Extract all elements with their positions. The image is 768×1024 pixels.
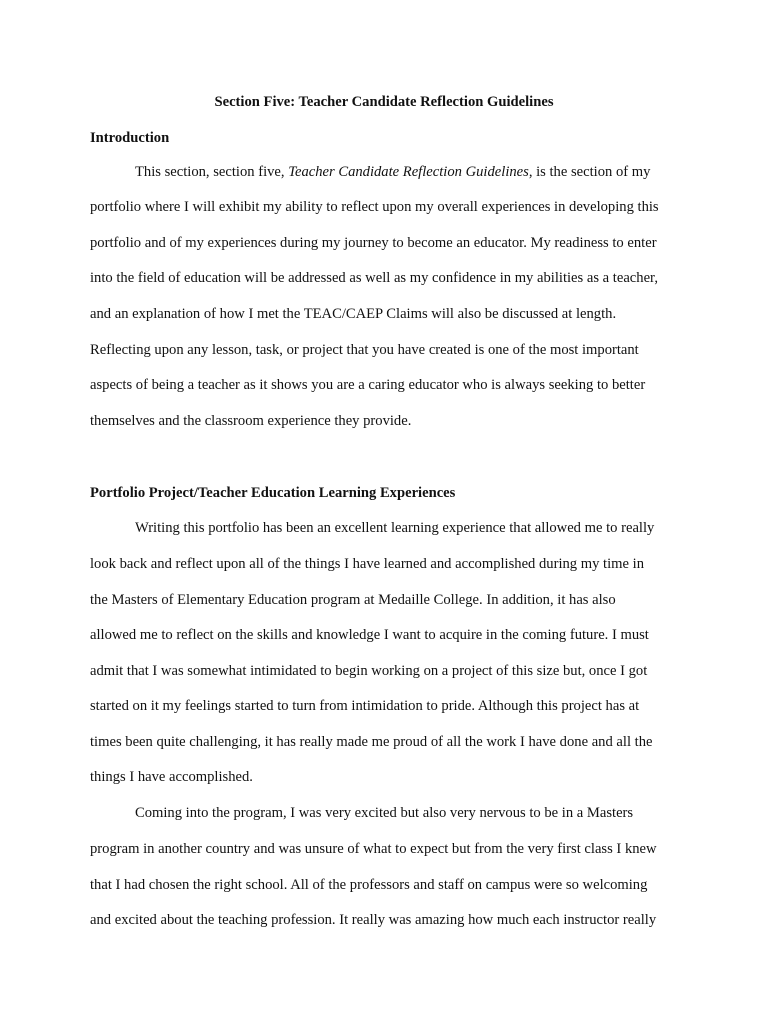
paragraph-line xyxy=(135,163,650,181)
paragraph-line: times been quite challenging, it has really made me proud of all the work I have done and all the xyxy=(90,734,653,750)
paragraph-line: and an explanation of how I met the TEAC/CAEP Claims will also be discussed at length. xyxy=(90,306,617,322)
section-heading-introduction: Introduction xyxy=(90,130,170,146)
paragraph-line: portfolio and of my experiences during my journey to become an educator. My readiness to enter xyxy=(90,235,657,251)
paragraph-line: started on it my feelings started to turn from intimidation to pride. Although this project has at xyxy=(90,698,640,714)
italic-title-text: Teacher Candidate Reflection Guidelines xyxy=(288,164,529,180)
paragraph-line: that I had chosen the right school. All of the professors and staff on campus were so welcoming xyxy=(90,877,648,893)
paragraph-line: portfolio where I will exhibit my ability to reflect upon my overall experiences in developing this xyxy=(90,199,659,215)
paragraph-line: things I have accomplished. xyxy=(90,769,253,785)
page-title: Section Five: Teacher Candidate Reflection Guidelines xyxy=(214,94,554,110)
paragraph-line: the Masters of Elementary Education program at Medaille College. In addition, it has also xyxy=(90,592,616,608)
paragraph-line: allowed me to reflect on the skills and knowledge I want to acquire in the coming future. I must xyxy=(90,627,649,643)
line-text: This section, section five, xyxy=(135,164,289,180)
paragraph-line: admit that I was somewhat intimidated to begin working on a project of this size but, once I got xyxy=(90,663,648,679)
paragraph-line: aspects of being a teacher as it shows you are a caring educator who is always seeking to better xyxy=(90,377,646,393)
paragraph-line: Coming into the program, I was very excited but also very nervous to be in a Masters xyxy=(135,805,634,821)
paragraph-line: into the field of education will be addressed as well as my confidence in my abilities as a teacher, xyxy=(90,270,658,286)
paragraph-line: themselves and the classroom experience they provide. xyxy=(90,413,412,429)
paragraph-line: Writing this portfolio has been an excellent learning experience that allowed me to really xyxy=(135,520,655,536)
paragraph-line: and excited about the teaching profession. It really was amazing how much each instructor really xyxy=(90,912,657,928)
line-text: , is the section of my xyxy=(528,164,651,180)
paragraph-line: look back and reflect upon all of the things I have learned and accomplished during my time in xyxy=(90,556,644,572)
paragraph-line: Reflecting upon any lesson, task, or project that you have created is one of the most important xyxy=(90,342,639,358)
section-heading-portfolio-project: Portfolio Project/Teacher Education Learning Experiences xyxy=(90,485,456,501)
paragraph-line: program in another country and was unsure of what to expect but from the very first class I knew xyxy=(90,841,657,857)
